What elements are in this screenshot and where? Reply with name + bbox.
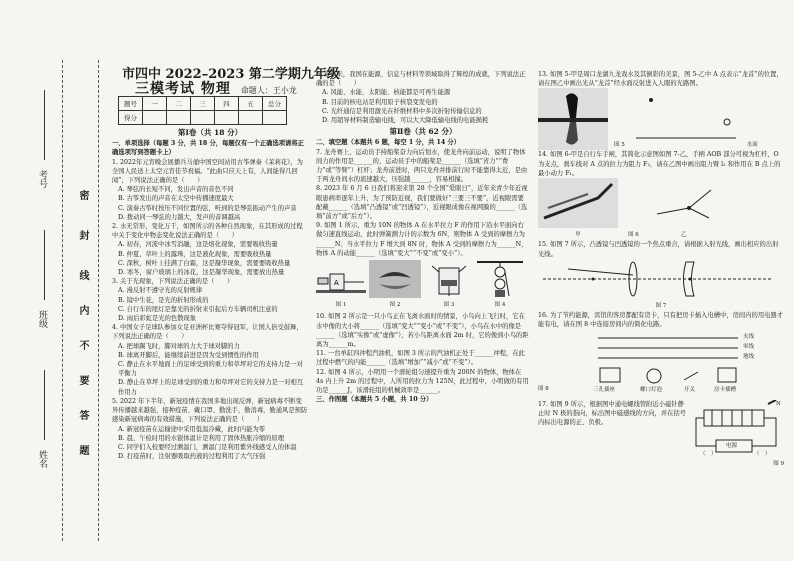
option: C. 演奏古筝时按压不同位置的弦，听到的是琴弦振动产生的声音 <box>118 204 297 212</box>
option: D. 拨动同一琴弦的力越大，发声的音调越高 <box>118 213 241 221</box>
figure-caption: 图 2 <box>389 302 401 309</box>
question-10: 10. 如图 2 所示是一只小鸟正在飞离水面时的情景，小鸟向上飞行时，它在水中像的大小将______（选填“变大”“变小”或“不变”），小鸟在水中的像是______（选填“实像”或“虚像”），若小鸟距离水面 2m 时，它的像到小鸟的距离为______m。 <box>316 313 529 349</box>
option: C. 光纤通信是利用激光在纤维材料中多次折射传输信息的 <box>322 107 482 115</box>
option: C. 深秋，树叶上挂满了白霜，这是凝华现象，需要要吸收热量 <box>118 259 291 267</box>
question-17-block <box>538 400 784 460</box>
option: A. 琴弦的长短不同，发出声音的音色不同 <box>118 186 234 194</box>
exam-no-label: 考号 <box>37 170 47 188</box>
option: C. 静止在水平地面上的足球受到的重力和草坪对它的支持力是一对平衡力 <box>118 361 303 378</box>
figure-3-image <box>424 260 474 298</box>
figure-5-photo <box>538 88 608 150</box>
question-2: 2. 水无常形，变化万千，如图所示的各种自然现象，在其形成的过程中关于变化中物态变化说法正确的是（ ） <box>112 223 303 240</box>
score-cell: 得分 <box>119 111 143 125</box>
section3-heading: 三、作图题（本题共 5 小题，共 10 分） <box>316 396 433 404</box>
subject-title: 三模考试 物理 <box>135 81 231 97</box>
exam-title: 市四中 2022–2023 第二学期九年级 <box>122 67 340 82</box>
seal-line-left <box>62 60 63 541</box>
question-14: 14. 如图 6-甲是自行车手闸，其简化示意图如图 7-乙，手柄 AOB 部分可视为杠杆，O 为支点，刹车线对 A 点的拉力为阻力 F₂，请在乙图中画出阻力臂 l₂ 和作用在 B 点上的最小动力 F₁。 <box>538 151 781 177</box>
seal-char: 答 <box>77 410 88 420</box>
name-label: 姓名 <box>37 450 47 468</box>
pole-blank-right[interactable]: （ ） <box>754 450 771 457</box>
score-value-row <box>119 111 287 125</box>
figure-6-lever-diagram <box>649 178 719 228</box>
seal-char: 线 <box>77 270 88 280</box>
question-8: 8. 2023 年 6 月 6 日我们将迎来第 28 个全国“爱眼日”，近年来青少年近视眼患病率逐年上升，为了预防近视，我们要做好“三要三不要”，近视眼需要配戴______（选填“凸透镜”或“凹透镜”），近视眼成像在视网膜的______（选填“前方”或“后方”）。 <box>316 185 528 221</box>
seal-char: 内 <box>77 305 88 315</box>
question-11: 11. 一台单缸四冲程汽油机，如图 3 所示的汽油机正处于______冲程，在此过程中燃气的内能______（选填“增加”“减小”或“不变”）。 <box>316 350 525 367</box>
figure-2-image <box>369 260 421 298</box>
option: A. 把球踢飞时，脚对球的力大于球对脚的力 <box>118 342 240 350</box>
score-cell: 四 <box>215 97 239 111</box>
section2-heading: 二、填空题（本题共 6 题，每空 1 分，共 14 分） <box>316 139 461 147</box>
figure-1 <box>316 260 366 310</box>
score-input[interactable] <box>239 111 263 125</box>
figure-caption: 甲 <box>575 232 581 239</box>
score-cell: 五 <box>239 97 263 111</box>
figure-6-right <box>649 178 719 240</box>
seal-char: 题 <box>77 445 88 455</box>
figure-caption: 图 5 <box>614 142 625 149</box>
option: B. 仲夏，草叶上的露珠，这是液化现象，需要吸收热量 <box>118 250 272 258</box>
column-2 <box>316 70 530 560</box>
figure-caption: 图 3 <box>443 302 455 309</box>
svg-text:A: A <box>334 279 339 288</box>
figure-6-bike-brake <box>538 178 618 228</box>
figure-3 <box>424 260 474 310</box>
class-label: 班级 <box>37 310 47 328</box>
setter: 命题人：王小龙 <box>240 86 297 95</box>
option: A. 初春，河流中冰雪消融，这是熔化现象，需要吸收热量 <box>118 241 278 249</box>
card-slot-label: 房卡插槽 <box>714 386 737 393</box>
question-13: 13. 如图 5-甲是周口龙湖九龙戏水及其倒影的美景，图 5-乙中 A 点表示“龙首”的位置，请在图乙中画出光从“龙首”经水面反射进入人眼的光路图。 <box>538 71 783 88</box>
part2-title: 第Ⅱ卷（共 62 分） <box>389 127 457 137</box>
option: D. 打疫苗时，注射器吸取药液的过程利用了大气压强 <box>118 453 266 461</box>
question-3: 3. 关于光现象，下列说法正确的是（ ） <box>112 278 234 286</box>
option: B. 镜中生花，是光的折射形成的 <box>118 296 209 304</box>
figure-2 <box>369 260 421 310</box>
score-cell: 总分 <box>263 97 287 111</box>
option: C. 同学们入校要经过测温门，测温门是利用紫外线感受人的体温 <box>118 443 297 451</box>
question-4: 4. 中国女子足球队参加女足亚洲杯比赛夺得冠军，让国人倍受鼓舞，下列说法正确的是（ ） <box>112 324 303 341</box>
binding-strip <box>0 0 105 561</box>
name-blank[interactable] <box>44 370 45 440</box>
column-3 <box>538 70 784 560</box>
option: A. 漫反射不遵守光的反射规律 <box>118 287 203 295</box>
figure-8 <box>538 330 784 400</box>
figures-1-4 <box>316 260 530 310</box>
bulb-label: 螺口灯泡 <box>640 386 663 393</box>
figure-4-image <box>477 260 523 298</box>
question-5: 5. 2022 年下半年，新冠疫情在我国多地出现反弹，新冠病毒不断变异传播越来越强，接种疫苗、戴口罩、勤洗手，勤消毒，勤通风是预防感染新冠病毒的有效措施，下列说法正确的是（ ） <box>112 397 308 424</box>
neutral-wire-label: 零线 <box>743 343 755 350</box>
seal-line-right <box>98 60 99 541</box>
question-12: 12. 如图 4 所示，小明用一个滑轮组匀速提升重为 200N 的物体，物体在 4s 内上升 2m 的过程中，人所用的拉力为 125N，此过程中，小明做的有用功是______J，该滑轮组的机械效率是______。 <box>316 368 529 395</box>
figure-5-diagram <box>631 88 741 150</box>
score-input[interactable] <box>263 111 287 125</box>
score-input[interactable] <box>143 111 167 125</box>
score-cell: 三 <box>191 97 215 111</box>
seal-char: 要 <box>77 375 88 385</box>
score-cell: 二 <box>167 97 191 111</box>
live-wire-label: 火线 <box>743 333 755 340</box>
figure-4 <box>477 260 523 310</box>
option: D. 雨后彩虹是光的色散现象 <box>118 315 197 323</box>
figure-caption: 图 8 <box>538 385 549 392</box>
question-7: 7. 龙舟赛上，运动员手持船桨奋力向后划水，使龙舟向前运动，说明了物体间力的作用是______的，运动员手中的船桨是______（选填“省力”“费力”或“等臂”）杠杆；龙舟前进时，两只龙舟并排前行时不能靠得太近，是由于两龙舟间水的流速越大，压强越______，容易相撞。 <box>316 148 528 184</box>
figure-caption: 图 4 <box>494 302 506 309</box>
option: D. 静止在草坪上的足球受到的重力和草坪对它的支持力是一对相互作用力 <box>118 379 304 396</box>
question-17: 17. 如图 9 所示，根据图中通电螺线管附近小磁针静止时 N 极的指向，标出图中磁感线的方向，并在括号内标出电源的正、负极。 <box>538 400 687 427</box>
figure-7-lens-diagram <box>538 259 778 299</box>
figure-caption: 乙 <box>680 232 687 239</box>
figure-6 <box>538 178 784 240</box>
question-1: 1. 2022年元宵晚会展播兵马俑中国空间站用古筝弹奏《茉莉花》，为全国人民送上太空元宵佳节祝福。“此曲只应天上有，人间能得几回闻”，下列说法正确的是（ ） <box>112 158 303 185</box>
ground-wire-label: 地线 <box>743 353 755 360</box>
water-surface-label: 水面 <box>746 142 758 149</box>
option: D. 用超导材料制造输电线，可以大大降低输电线的电能损耗 <box>322 117 489 125</box>
score-input[interactable] <box>191 111 215 125</box>
option: B. 古筝发出的声音在太空中传播速度最大 <box>118 195 234 203</box>
seal-char: 封 <box>77 230 88 240</box>
score-input[interactable] <box>215 111 239 125</box>
exam-subtitle <box>135 78 297 98</box>
figure-6-left <box>538 178 618 240</box>
score-cell: 一 <box>143 97 167 111</box>
option: B. 球离开脚后，能继续前进是因为受到惯性的作用 <box>118 351 259 359</box>
figure-caption: 图 7 <box>655 303 667 310</box>
question-6: 6. 近年来，我国在能源、信息与材料等领域取得了辉煌的成就，下列说法正确的是（ ） <box>316 71 526 88</box>
section1-heading: 一、单项选择（每题 3 分，共 18 分，每题仅有一个正确选项请将正确选项写到答题卡上） <box>112 140 304 157</box>
figure-caption: 图 6 <box>628 232 639 239</box>
figure-caption: 图 9 <box>773 460 784 467</box>
socket-label: 三孔插座 <box>593 386 616 393</box>
column-1 <box>112 126 308 556</box>
figure-9 <box>692 400 784 460</box>
figure-1-image <box>316 260 366 298</box>
question-15: 15. 如图 7 所示，凸透镜与凹透镜的一个焦点重合，请根据入射光线，画出相应的出射光线。 <box>538 241 779 258</box>
north-pole-label: N <box>776 400 781 407</box>
score-header-row <box>119 97 287 111</box>
pole-blank-left[interactable]: （ ） <box>700 450 717 457</box>
part1-title: 第Ⅰ卷（共 18 分） <box>177 128 243 137</box>
seal-char: 不 <box>77 340 88 350</box>
power-source-label: 电源 <box>726 442 738 449</box>
question-9: 9. 如图 1 所示，重为 10N 的物体 A 在水平拉力 F 的作用下沿水平面向右做匀速直线运动，此时弹簧测力计的示数为 6N，则物体 A 受到的摩擦力为______N；当水平拉力 F 增大到 8N 时，物体 A 受到的摩擦力为______N，物体 A 的动能______（选填“变大”“不变”或“变小”）。 <box>316 222 528 257</box>
score-cell: 题号 <box>119 97 143 111</box>
switch-label: 开关 <box>684 386 696 393</box>
seal-char: 密 <box>77 190 88 200</box>
question-16: 16. 为了节约能源，宾馆的客房都配有房卡，只有把房卡插入电槽中，房间内的用电器才能有电，请在图 8 中连接房间内的简化电路。 <box>538 312 784 329</box>
option: B. 晨、午检时用的水银体温计是利用了固体热胀冷缩的原理 <box>118 434 285 442</box>
option: A. 风能、水能、太阳能、核能都是可再生能源 <box>322 89 451 97</box>
option: D. 寒冬，窗户玻璃上的冰花，这是凝华现象，需要放出热量 <box>118 269 285 277</box>
option: A. 新冠疫苗在运输途中采用低温冷藏，此时内能为零 <box>118 425 266 433</box>
figure-caption: 图 1 <box>335 302 347 309</box>
option: C. 自行车的尾灯是靠光的折射来引起后方车辆司机注意的 <box>118 305 278 313</box>
option: B. 目前的核电站是利用原子核裂变发电的 <box>322 98 438 106</box>
score-table <box>118 96 287 125</box>
class-blank[interactable] <box>44 230 45 300</box>
figure-5 <box>538 88 784 150</box>
exam-no-blank[interactable] <box>44 90 45 160</box>
score-input[interactable] <box>167 111 191 125</box>
